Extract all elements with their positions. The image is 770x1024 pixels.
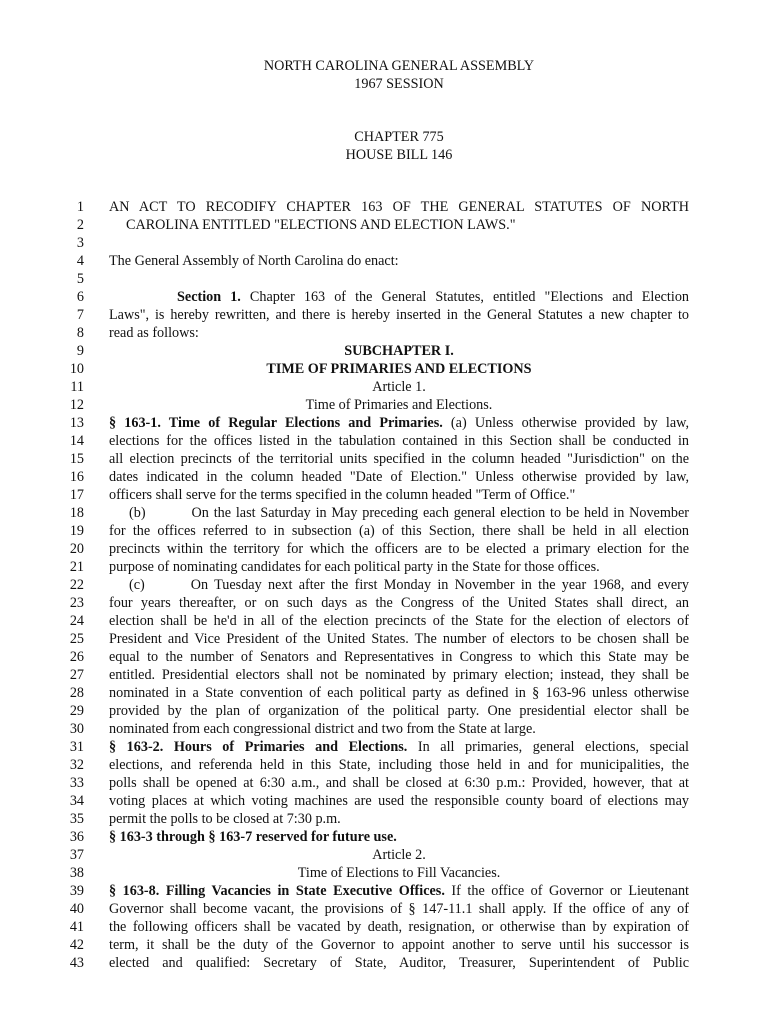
line-4: [0, 253, 770, 271]
line-number: 29: [69, 703, 84, 719]
assembly-title: NORTH CAROLINA GENERAL ASSEMBLY: [263, 58, 535, 74]
line-43: [0, 955, 770, 973]
line-25: [0, 631, 770, 649]
line-2: [0, 217, 770, 235]
article-title: Time of Elections to Fill Vacancies.: [297, 865, 501, 881]
line-39: [0, 883, 770, 901]
line-37: [0, 847, 770, 865]
section-heading: § 163-8. Filling Vacancies in State Executive Offices.: [109, 883, 445, 899]
subchapter-title: [109, 361, 689, 379]
body-line: the following officers shall be vacated by death, resignation, or otherwise than by expiration of: [109, 919, 689, 935]
line-number: 36: [69, 829, 84, 845]
body-line: officers shall serve for the terms specified in the column headed "Term of Office.": [109, 487, 576, 503]
line-number: 13: [69, 415, 84, 431]
article-heading: Article 1.: [372, 379, 426, 395]
line-number: 7: [76, 307, 84, 323]
line-11: [0, 379, 770, 397]
body-line: dates indicated in the column headed "Date of Election." Unless otherwise provided by law,: [109, 469, 689, 485]
reserved-sections: [109, 829, 689, 847]
line-22: [0, 577, 770, 595]
article-title: Time of Primaries and Elections.: [305, 397, 493, 413]
line-number: 34: [69, 793, 84, 809]
line-41: [0, 919, 770, 937]
line-number: 10: [69, 361, 84, 377]
subsection-text: On the last Saturday in May preceding each general election to be held in November: [191, 505, 689, 521]
section-heading: Section 1.: [177, 289, 241, 305]
section-text: Chapter 163 of the General Statutes, entitled "Elections and Election: [240, 289, 689, 305]
body-line: elections, and referenda held in this State, including those held in and for municipalities, the: [109, 757, 689, 773]
line-number: 25: [69, 631, 84, 647]
body-line: President and Vice President of the United States. The number of electors to be chosen shall be: [109, 631, 689, 647]
act-title-line: CAROLINA ENTITLED "ELECTIONS AND ELECTION LAWS.": [126, 217, 516, 233]
section-text: (a) Unless otherwise provided by law,: [442, 415, 689, 431]
subchapter-title-text: TIME OF PRIMARIES AND ELECTIONS: [266, 361, 532, 377]
line-number: 33: [69, 775, 84, 791]
line-number: 2: [76, 217, 84, 233]
line-38: [0, 865, 770, 883]
section-line: [109, 415, 689, 433]
line-21: [0, 559, 770, 577]
line-number: 11: [70, 379, 84, 395]
line-29: [0, 703, 770, 721]
subsection-line: [109, 577, 689, 595]
line-number: 14: [69, 433, 84, 449]
body-line: read as follows:: [109, 325, 199, 341]
body-line: Governor shall become vacant, the provisions of § 147-11.1 shall apply. If the office of any of: [109, 901, 689, 917]
line-32: [0, 757, 770, 775]
line-number: 40: [69, 901, 84, 917]
body-line: nominated from each congressional district and two from the State at large.: [109, 721, 536, 737]
line-30: [0, 721, 770, 739]
body-line: Laws", is hereby rewritten, and there is hereby inserted in the General Statutes a new chapter to: [109, 307, 689, 323]
line-28: [0, 685, 770, 703]
section-text: If the office of Governor or Lieutenant: [444, 883, 689, 899]
line-number: 42: [69, 937, 84, 953]
line-number: 31: [69, 739, 84, 755]
chapter-title: CHAPTER 775: [354, 129, 444, 145]
body-line: election shall be he'd in all of the election precincts of the State for the election of electors of: [109, 613, 689, 629]
subsection-label: (b): [129, 505, 146, 521]
section-line: [109, 883, 689, 901]
body-line: equal to the number of Senators and Representatives in Congress to which this State may be: [109, 649, 689, 665]
line-27: [0, 667, 770, 685]
body-line: precincts within the territory for which the officers are to be elected a primary election for the: [109, 541, 689, 557]
reserved-sections-text: § 163-3 through § 163-7 reserved for future use.: [109, 829, 397, 845]
line-number: 32: [69, 757, 84, 773]
line-9: [0, 343, 770, 361]
subsection-label: (c): [129, 577, 145, 593]
line-number: 20: [69, 541, 84, 557]
section-line: [109, 289, 689, 307]
session-title: 1967 SESSION: [354, 76, 444, 92]
line-7: [0, 307, 770, 325]
line-number: 39: [69, 883, 84, 899]
line-31: [0, 739, 770, 757]
subsection-text: On Tuesday next after the first Monday in November in the year 1968, and every: [190, 577, 689, 593]
line-number: 6: [76, 289, 84, 305]
line-10: [0, 361, 770, 379]
body-line: entitled. Presidential electors shall not be nominated by primary election; instead, they shall be: [109, 667, 689, 683]
line-16: [0, 469, 770, 487]
line-number: 28: [69, 685, 84, 701]
line-number: 15: [69, 451, 84, 467]
line-number: 19: [69, 523, 84, 539]
line-number: 38: [69, 865, 84, 881]
line-number: 1: [76, 199, 84, 215]
subsection-line: [109, 505, 689, 523]
line-18: [0, 505, 770, 523]
line-number: 17: [69, 487, 84, 503]
line-24: [0, 613, 770, 631]
line-number: 23: [69, 595, 84, 611]
line-8: [0, 325, 770, 343]
body-line: elections for the offices listed in the tabulation contained in this Section shall be conducted in: [109, 433, 689, 449]
line-3: [0, 235, 770, 253]
body-line: nominated in a State convention of each political party as defined in § 163-96 unless otherwise: [109, 685, 689, 701]
body-line: permit the polls to be closed at 7:30 p.m.: [109, 811, 341, 827]
line-14: [0, 433, 770, 451]
line-number: 24: [69, 613, 84, 629]
section-heading: § 163-2. Hours of Primaries and Elections.: [109, 739, 408, 755]
line-23: [0, 595, 770, 613]
body-line: all election precincts of the territorial units specified in the column headed "Jurisdiction" on the: [109, 451, 689, 467]
line-number: 43: [69, 955, 84, 971]
line-6: [0, 289, 770, 307]
line-number: 12: [69, 397, 84, 413]
line-12: [0, 397, 770, 415]
body-line: provided by the plan of organization of the political party. One presidential elector shall be: [109, 703, 689, 719]
article-heading: Article 2.: [372, 847, 426, 863]
act-title-line: AN ACT TO RECODIFY CHAPTER 163 OF THE GENERAL STATUTES OF NORTH: [109, 199, 689, 215]
body-line: for the offices referred to in subsection (a) of this Section, there shall be held in all election: [109, 523, 689, 539]
line-17: [0, 487, 770, 505]
body-line: polls shall be opened at 6:30 a.m., and shall be closed at 6:30 p.m.: Provided, however, that at: [109, 775, 689, 791]
line-number: 21: [69, 559, 84, 575]
line-number: 16: [69, 469, 84, 485]
line-26: [0, 649, 770, 667]
line-35: [0, 811, 770, 829]
body-line: voting places at which voting machines are used the responsible county board of elections may: [109, 793, 689, 809]
line-number: 18: [69, 505, 84, 521]
section-text: In all primaries, general elections, special: [407, 739, 689, 755]
line-number: 35: [69, 811, 84, 827]
line-20: [0, 541, 770, 559]
line-number: 30: [69, 721, 84, 737]
enacting-clause: The General Assembly of North Carolina do enact:: [109, 253, 399, 269]
line-19: [0, 523, 770, 541]
line-number: 9: [76, 343, 84, 359]
body-line: purpose of nominating candidates for each political party in the State for those offices.: [109, 559, 600, 575]
line-number: 22: [69, 577, 84, 593]
body-line: four years thereafter, or on such days as the Congress of the United States shall direct, an: [109, 595, 689, 611]
line-1: [0, 199, 770, 217]
line-5: [0, 271, 770, 289]
section-heading: § 163-1. Time of Regular Elections and Primaries.: [109, 415, 443, 431]
section-line: [109, 739, 689, 757]
line-number: 3: [76, 235, 84, 251]
line-36: [0, 829, 770, 847]
line-number: 8: [76, 325, 84, 341]
line-13: [0, 415, 770, 433]
subchapter-number: SUBCHAPTER I.: [344, 343, 454, 359]
line-number: 26: [69, 649, 84, 665]
body-line: elected and qualified: Secretary of State, Auditor, Treasurer, Superintendent of Public: [109, 955, 689, 971]
line-number: 37: [69, 847, 84, 863]
subchapter-heading: [109, 343, 689, 361]
line-number: 27: [69, 667, 84, 683]
line-33: [0, 775, 770, 793]
line-40: [0, 901, 770, 919]
line-34: [0, 793, 770, 811]
line-15: [0, 451, 770, 469]
body-line: term, it shall be the duty of the Governor to appoint another to serve until his successor is: [109, 937, 689, 953]
line-number: 4: [76, 253, 84, 269]
line-number: 5: [76, 271, 84, 287]
line-number: 41: [69, 919, 84, 935]
line-42: [0, 937, 770, 955]
bill-title: HOUSE BILL 146: [345, 147, 453, 163]
